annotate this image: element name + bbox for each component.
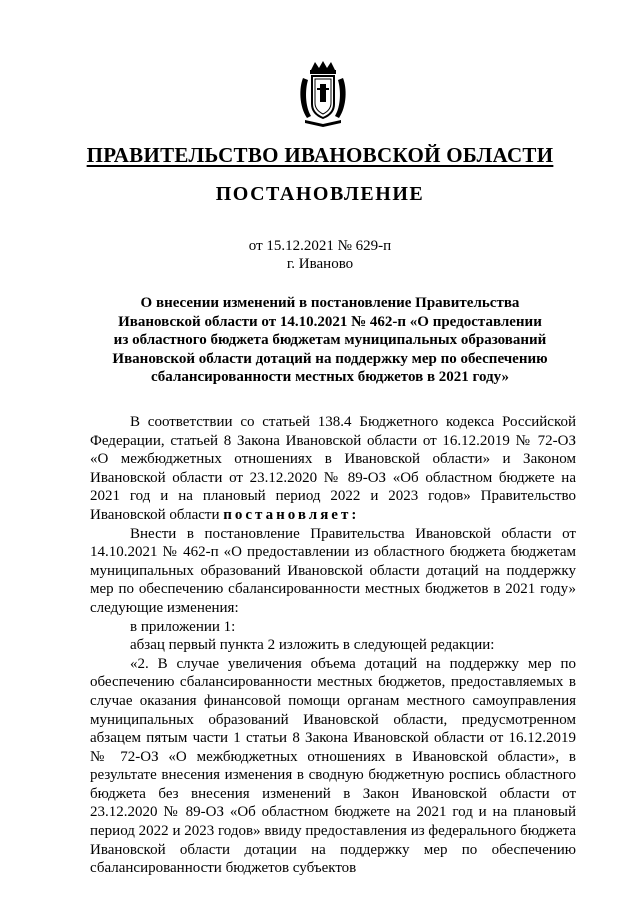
body-paragraph: Внести в постановление Правительства Ивановской области от 14.10.2021 № 462-п «О предоставлении из областного бюджета бюджетам муниципальных образований Ивановской области дотаций на поддержку мер по обеспечению сбалансированности местных бюджетов в 2021 году» следующие изменения:: [90, 525, 576, 616]
heading-line: из областного бюджета бюджетам муниципальных образований: [113, 332, 547, 348]
document-city: г. Иваново: [286, 256, 354, 272]
heading-line: Ивановской области дотаций на поддержку мер по обеспечению: [112, 350, 548, 367]
body-paragraph: «2. В случае увеличения объема дотаций на поддержку мер по обеспечению сбалансированности местных бюджетов, предоставляемых в случае оказания финансовой помощи органам местного самоуправления муниципальных образований Ивановской области, предусмотренном абзацем пятым части 1 статьи 8 Закона Ивановской области от 16.12.2019 № 72-ОЗ «О межбюджетных отношениях в Ивановской области», в результате внесения изменения в сводную бюджетную роспись областного бюджета без внесения изменений в Закон Ивановской области от 23.12.2020 № 89-ОЗ «Об областном бюджете на 2021 год и на плановый период 2022 и 2023 годов» ввиду предоставления из федерального бюджета Ивановской области дотации на поддержку мер по обеспечению сбалансированности бюджетов субъектов: [90, 655, 576, 877]
coat-of-arms-icon: [297, 60, 349, 128]
document-body: [90, 413, 576, 878]
document-heading: [95, 294, 565, 387]
document-type: ПОСТАНОВЛЕНИЕ: [215, 183, 425, 205]
preamble-text: В соответствии со статьей 138.4 Бюджетного кодекса Российской Федерации, статьей 8 Закона Ивановской области от 16.12.2019 № 72-ОЗ «О межбюджетных отношениях в Ивановской области» и Законом Ивановской области от 23.12.2020 № 89-ОЗ «Об областном бюджете на 2021 год и на плановый период 2022 и 2023 годов» Правительство Ивановской области: [90, 414, 576, 523]
heading-line: Ивановской области от 14.10.2021 № 462-п «О предоставлении: [118, 313, 542, 330]
heading-line: сбалансированности местных бюджетов в 2021 году»: [150, 369, 510, 385]
heading-line: О внесении изменений в постановление Правительства: [140, 295, 520, 311]
government-title: ПРАВИТЕЛЬСТВО ИВАНОВСКОЙ ОБЛАСТИ: [86, 143, 554, 167]
document-date-number: от 15.12.2021 № 629-п: [248, 238, 392, 254]
body-paragraph-preamble: [90, 413, 576, 525]
decree-word: постановляет:: [223, 506, 360, 523]
body-paragraph: абзац первый пункта 2 изложить в следующей редакции:: [130, 637, 495, 654]
body-paragraph: в приложении 1:: [130, 618, 236, 635]
